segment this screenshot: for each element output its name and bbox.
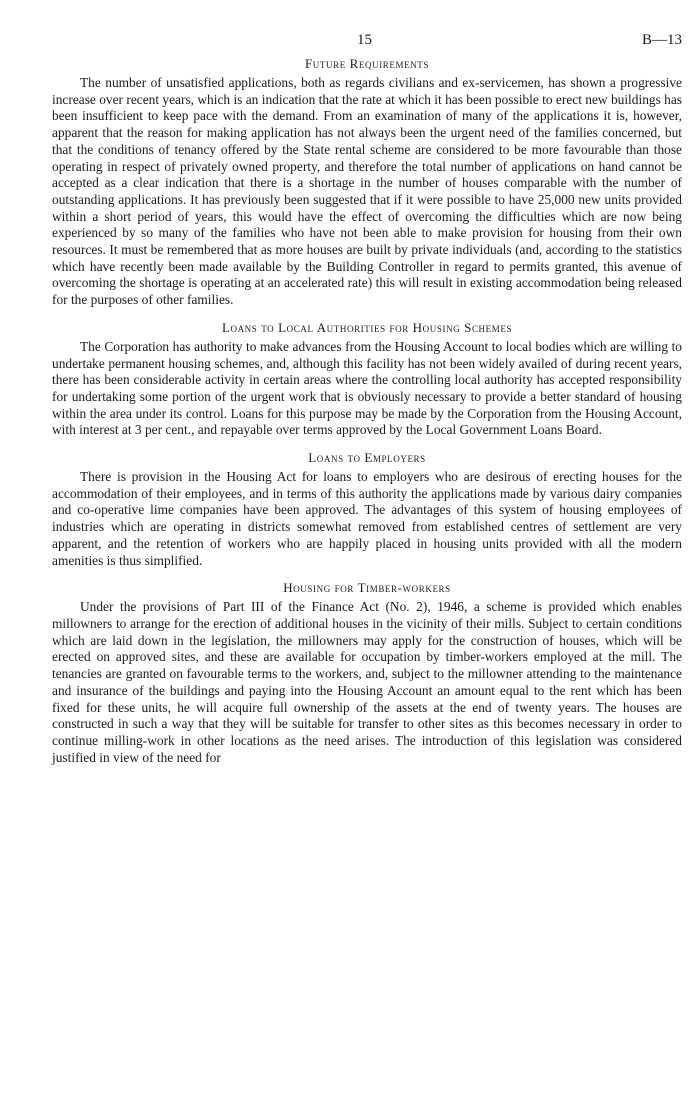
section-housing-for-timber-workers [52, 580, 682, 766]
section-paragraph: Under the provisions of Part III of the Finance Act (No. 2), 1946, a scheme is provided which enables millowners to arrange for the erection of additional houses in the vicinity of their mills. Subject to certain conditions which are laid down in the legislation, the millowners may apply for the construction of houses, which will be erected on approved sites, and these are available for occupation by timber-workers employed at the mill. The tenancies are granted on favourable terms to the workers, and, subject to the millowner attending to the maintenance and insurance of the buildings and paying into the Housing Account an amount equal to the rent which has been fixed for these units, he will acquire full ownership of the assets at the end of twenty years. The houses are constructed in such a way that they will be suitable for transfer to other sites as this becomes necessary in order to continue milling-work in other locations as the need arises. The introduction of this legislation was considered justified in view of the need for [52, 599, 682, 765]
document-page [52, 32, 682, 766]
document-reference: B—13 [641, 32, 682, 48]
section-loans-to-employers [52, 450, 682, 569]
section-future-requirements [52, 56, 682, 309]
section-heading: Loans to Employers [308, 450, 426, 466]
page-header [52, 32, 682, 54]
section-heading: Housing for Timber-workers [283, 580, 451, 596]
page-number: 15 [357, 32, 372, 48]
section-paragraph: The number of unsatisfied applications, both as regards civilians and ex-servicemen, has shown a progressive increase over recent years, which is an indication that the rate at which it has been possible to erect new buildings has been insufficient to keep pace with the demand. From an examination of many of the applications it is, however, apparent that the reason for making application has not always been the urgent need of the families concerned, but that the conditions of tenancy offered by the State rental scheme are considered to be more favourable than those operating in respect of privately owned property, and therefore the total number of applications on hand cannot be accepted as a clear indication that there is a shortage in the number of houses comparable with the number of outstanding applications. It has previously been suggested that if it were possible to have 25,000 new units provided within a short period of years, this would have the effect of overcoming the difficulties which are now being experienced by so many of the families who have not been able to make provision for housing from their own resources. It must be remembered that as more houses are built by private individuals (and, according to the statistics which have recently been made available by the Building Controller in regard to permits granted, this avenue of overcoming the shortage is operating at an accelerated rate) this will result in existing accommodation being released for the purposes of other families. [52, 75, 682, 308]
section-paragraph: There is provision in the Housing Act for loans to employers who are desirous of erecting houses for the accommodation of their employees, and in terms of this authority the applications made by various dairy companies and co-operative lime companies have been approved. The advantages of this system of housing employees of industries which are operating in districts somewhat removed from established centres of settlement are very apparent, and the retention of workers who are happily placed in housing units provided with all the modern amenities is thus simplified. [52, 469, 682, 568]
section-loans-to-local-authorities [52, 320, 682, 439]
section-heading: Loans to Local Authorities for Housing Schemes [221, 319, 513, 335]
section-paragraph: The Corporation has authority to make advances from the Housing Account to local bodies which are willing to undertake permanent housing schemes, and, although this facility has not been widely availed of during recent years, there has been considerable activity in certain areas where the controlling local authority has accepted responsibility for undertaking some portion of the urgent work that is obviously necessary to provide a better standard of housing within the area under its control. Loans for this purpose may be made by the Corporation from the Housing Account, with interest at 3 per cent., and repayable over terms approved by the Local Government Loans Board. [52, 338, 682, 438]
section-heading: Future Requirements [304, 56, 430, 71]
